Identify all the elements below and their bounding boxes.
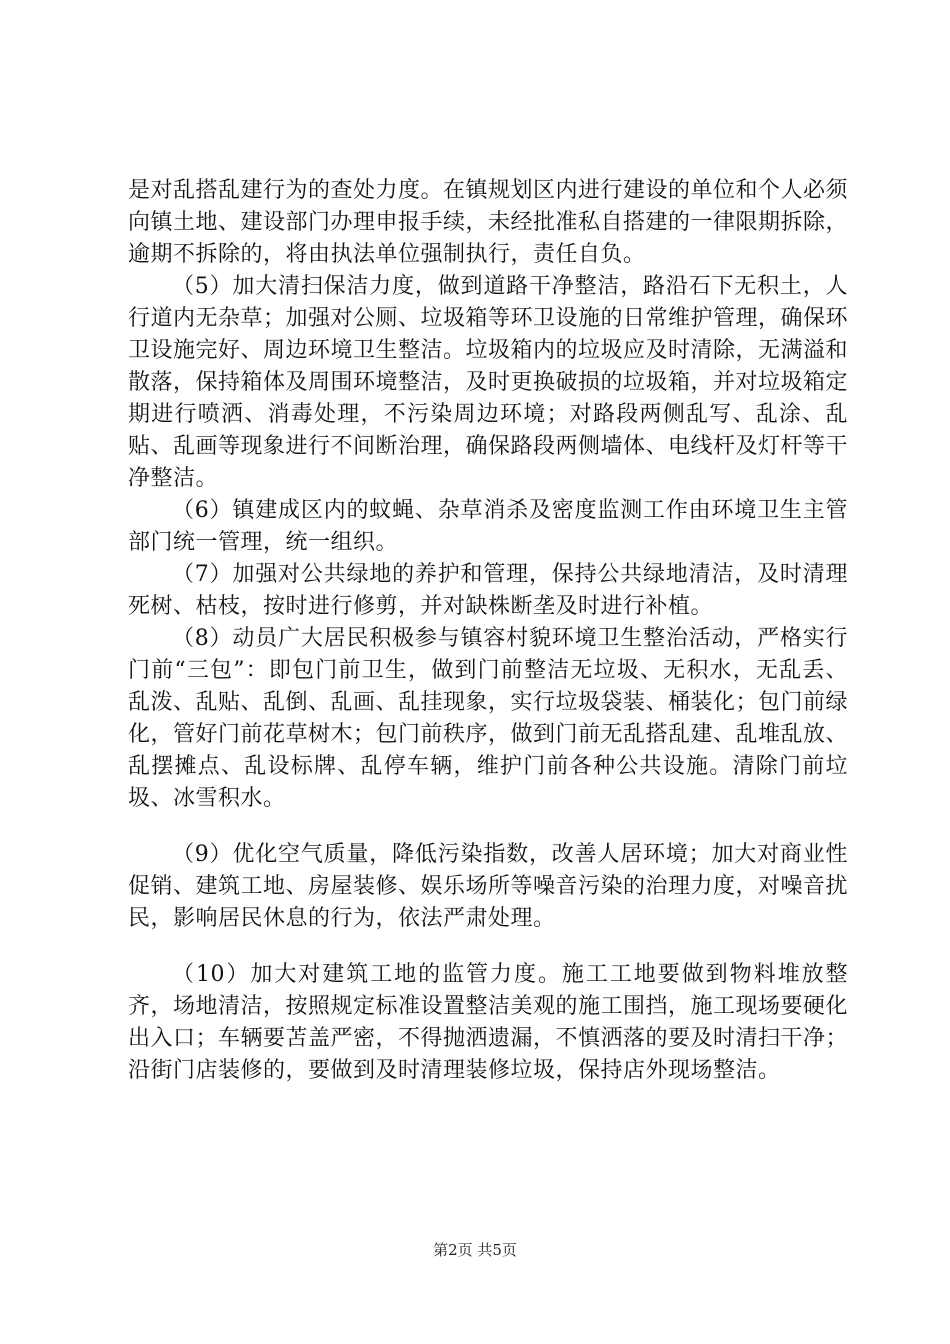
- page-number: 第2页 共5页: [433, 1241, 517, 1259]
- paragraph-item-6: （6）镇建成区内的蚊蝇、杂草消杀及密度监测工作由环境卫生主管部门统一管理，统一组织。: [128, 498, 848, 555]
- paragraph-item-7: （7）加强对公共绿地的养护和管理，保持公共绿地清洁，及时清理死树、枯枝，按时进行修剪，并对缺株断垄及时进行补植。: [128, 562, 848, 619]
- page-footer: [0, 1240, 950, 1260]
- paragraph-item-10: （10）加大对建筑工地的监管力度。施工工地要做到物料堆放整齐，场地清洁，按照规定标准设置整洁美观的施工围挡，施工现场要硬化出入口；车辆要苫盖严密，不得抛洒遗漏，不慎洒落的要及时清扫干净；沿街门店装修的，要做到及时清理装修垃圾，保持店外现场整洁。: [128, 962, 849, 1083]
- paragraph-continuation: 是对乱搭乱建行为的查处力度。在镇规划区内进行建设的单位和个人必须向镇土地、建设部门办理申报手续，未经批准私自搭建的一律限期拆除，逾期不拆除的，将由执法单位强制执行，责任自负。: [128, 178, 849, 267]
- paragraph-item-9: （9）优化空气质量，降低污染指数，改善人居环境；加大对商业性促销、建筑工地、房屋装修、娱乐场所等噪音污染的治理力度，对噪音扰民，影响居民休息的行为，依法严肃处理。: [128, 842, 849, 931]
- paragraph-item-5: （5）加大清扫保洁力度，做到道路干净整洁，路沿石下无积土，人行道内无杂草；加强对公厕、垃圾箱等环卫设施的日常维护管理，确保环卫设施完好、周边环境卫生整洁。垃圾箱内的垃圾应及时清除，无满溢和散落，保持箱体及周围环境整洁，及时更换破损的垃圾箱，并对垃圾箱定期进行喷洒、消毒处理，不污染周边环境；对路段两侧乱写、乱涂、乱贴、乱画等现象进行不间断治理，确保路段两侧墙体、电线杆及灯杆等干净整洁。: [128, 274, 849, 491]
- paragraph-item-8: （8）动员广大居民积极参与镇容村貌环境卫生整治活动，严格实行门前“三包”：即包门前卫生，做到门前整洁无垃圾、无积水，无乱丢、乱泼、乱贴、乱倒、乱画、乱挂现象，实行垃圾袋装、桶装化；包门前绿化，管好门前花草树木；包门前秩序，做到门前无乱搭乱建、乱堆乱放、乱摆摊点、乱设标牌、乱停车辆，维护门前各种公共设施。清除门前垃圾、冰雪积水。: [128, 626, 849, 811]
- document-body: [128, 175, 848, 1087]
